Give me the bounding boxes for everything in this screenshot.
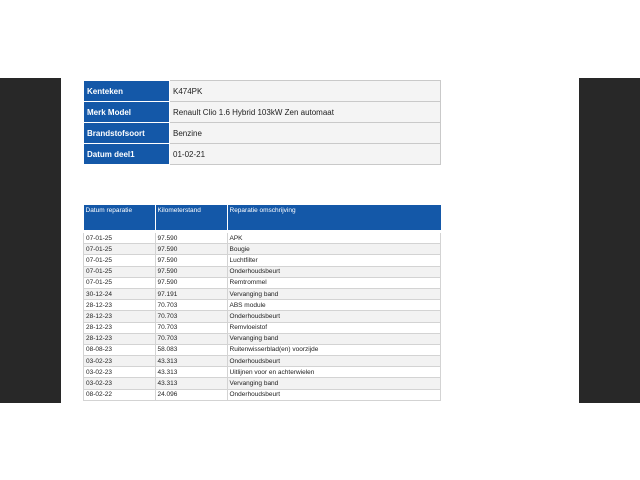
info-row-datum-deel1 [84,144,441,165]
repair-description-cell: Onderhoudsbeurt [227,311,441,322]
mileage-cell: 97.590 [155,266,227,277]
table-row [84,322,441,333]
repair-date-cell: 03-02-23 [84,367,156,378]
repair-date-cell: 08-08-23 [84,344,156,355]
info-value: Benzine [170,123,441,144]
repair-description-cell: Vervanging band [227,288,441,299]
mileage-cell: 97.590 [155,233,227,244]
repair-date-cell: 07-01-25 [84,244,156,255]
repair-description-cell: ABS module [227,300,441,311]
mileage-cell: 70.703 [155,333,227,344]
repair-description-cell: Vervanging band [227,333,441,344]
info-label: Kenteken [84,81,170,102]
table-row [84,300,441,311]
table-row [84,233,441,244]
info-value: 01-02-21 [170,144,441,165]
mileage-cell: 70.703 [155,322,227,333]
info-label: Merk Model [84,102,170,123]
repair-table-header-row [84,205,441,230]
table-row [84,356,441,367]
mileage-cell: 43.313 [155,367,227,378]
repair-description-cell: Remtrommel [227,277,441,288]
info-label: Brandstofsoort [84,123,170,144]
left-dark-panel [0,78,61,403]
repair-description-cell: Onderhoudsbeurt [227,356,441,367]
table-row [84,389,441,400]
table-row [84,277,441,288]
repair-date-cell: 28-12-23 [84,322,156,333]
repair-description-cell: Vervanging band [227,378,441,389]
repair-description-cell: Onderhoudsbeurt [227,266,441,277]
table-row [84,266,441,277]
repair-date-cell: 30-12-24 [84,288,156,299]
repair-history-table [83,205,441,401]
repair-description-cell: Bougie [227,244,441,255]
mileage-cell: 70.703 [155,300,227,311]
info-row-merk-model [84,102,441,123]
repair-description-cell: Uitlijnen voor en achterwielen [227,367,441,378]
repair-date-cell: 03-02-23 [84,378,156,389]
info-label: Datum deel1 [84,144,170,165]
repair-description-cell: Onderhoudsbeurt [227,389,441,400]
table-row [84,367,441,378]
info-value: Renault Clio 1.6 Hybrid 103kW Zen automaat [170,102,441,123]
mileage-cell: 58.083 [155,344,227,355]
repair-description-cell: Remvloeistof [227,322,441,333]
repair-description-cell: APK [227,233,441,244]
table-row [84,288,441,299]
repair-date-cell: 07-01-25 [84,233,156,244]
mileage-cell: 43.313 [155,378,227,389]
repair-date-cell: 28-12-23 [84,300,156,311]
table-row [84,244,441,255]
repair-date-cell: 08-02-22 [84,389,156,400]
repair-date-cell: 07-01-25 [84,255,156,266]
repair-description-cell: Luchtfilter [227,255,441,266]
repair-date-cell: 28-12-23 [84,311,156,322]
mileage-cell: 97.191 [155,288,227,299]
table-row [84,378,441,389]
mileage-cell: 97.590 [155,277,227,288]
table-row [84,344,441,355]
info-row-kenteken [84,81,441,102]
info-value: K474PK [170,81,441,102]
repair-date-cell: 07-01-25 [84,277,156,288]
repair-description-cell: Ruitenwisserblad(en) voorzijde [227,344,441,355]
info-row-brandstofsoort [84,123,441,144]
repair-date-cell: 07-01-25 [84,266,156,277]
mileage-cell: 43.313 [155,356,227,367]
mileage-cell: 70.703 [155,311,227,322]
repair-date-cell: 28-12-23 [84,333,156,344]
table-row [84,333,441,344]
header-datum-reparatie: Datum reparatie [84,205,156,230]
mileage-cell: 97.590 [155,255,227,266]
table-row [84,311,441,322]
repair-date-cell: 03-02-23 [84,356,156,367]
mileage-cell: 97.590 [155,244,227,255]
right-dark-panel [579,78,640,403]
header-reparatie-omschrijving: Reparatie omschrijving [227,205,441,230]
table-row [84,255,441,266]
mileage-cell: 24.096 [155,389,227,400]
vehicle-info-table [83,80,441,165]
header-kilometerstand: Kilometerstand [155,205,227,230]
